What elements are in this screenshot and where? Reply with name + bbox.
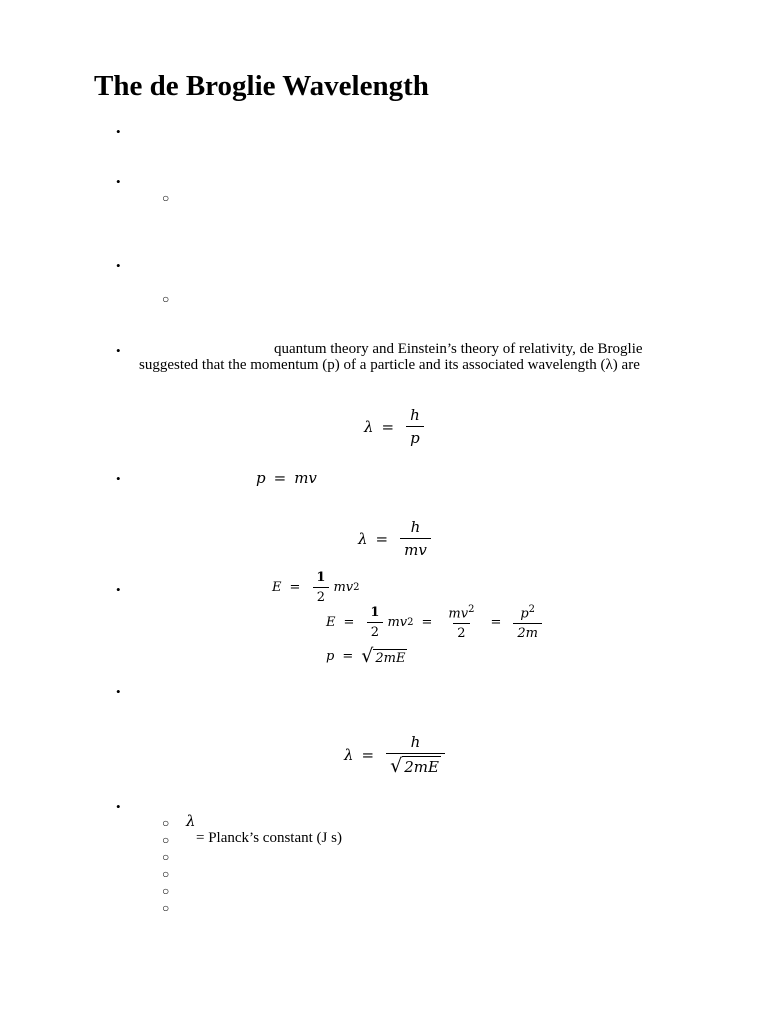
paragraph-line-2: suggested that the momentum (p) of a particle and its associated wavelength (λ) are	[139, 357, 640, 373]
bullet-marker: •	[116, 174, 121, 189]
page-title: The de Broglie Wavelength	[94, 70, 429, 102]
bullet-marker: •	[116, 343, 121, 358]
equals-sign: =	[375, 529, 389, 548]
radicand: 2mE	[404, 758, 439, 776]
bullet-marker: •	[116, 582, 121, 597]
lambda-symbol: λ	[364, 417, 374, 436]
fraction-denominator: 2	[453, 623, 469, 641]
equation-p-equals-mv	[256, 469, 317, 487]
momentum-symbol: p	[256, 469, 266, 487]
sub-bullet-marker: ○	[162, 191, 170, 205]
sub-bullet-marker: ○	[162, 292, 170, 306]
radical-sign: √	[361, 645, 374, 667]
equation-lambda-h-over-mv	[358, 518, 435, 559]
fraction-numerator: h	[410, 518, 421, 536]
square-root	[361, 647, 407, 666]
radicand: 2mE	[375, 651, 406, 666]
sub-bullet-marker: ○	[162, 833, 170, 847]
momentum-symbol: p	[326, 649, 335, 664]
planck-constant-definition: = Planck’s constant (J s)	[196, 830, 342, 846]
bullet-marker: •	[116, 471, 121, 486]
fraction	[444, 604, 478, 641]
bullet-marker: •	[116, 124, 121, 139]
fraction-numerator: 1	[316, 570, 326, 585]
equals-sign: =	[343, 615, 355, 631]
equals-sign: =	[421, 615, 433, 631]
equation-lambda-h-over-p	[364, 406, 428, 447]
energy-symbol: E	[272, 580, 282, 595]
fraction	[312, 570, 329, 605]
mass-velocity: mv	[387, 615, 408, 631]
fraction-numerator: h	[410, 733, 421, 751]
mass-velocity: mv	[294, 469, 317, 487]
energy-symbol: E	[326, 615, 336, 631]
fraction	[406, 406, 424, 447]
exponent: 2	[353, 582, 360, 593]
fraction-denominator: mv	[400, 538, 431, 559]
mass-velocity: mv	[333, 580, 354, 595]
equals-sign: =	[490, 615, 502, 631]
fraction-numerator: 1	[370, 605, 380, 621]
exponent: 2	[407, 617, 414, 629]
equals-sign: =	[289, 580, 301, 595]
fraction-denominator: 2m	[513, 623, 542, 641]
equals-sign: =	[361, 745, 375, 764]
lambda-symbol: λ	[186, 812, 196, 830]
sub-bullet-marker: ○	[162, 901, 170, 915]
mass-velocity: mv	[448, 606, 469, 622]
fraction-denominator: p	[406, 426, 424, 447]
bullet-marker: •	[116, 258, 121, 273]
exponent: 2	[468, 604, 475, 615]
sub-bullet-marker: ○	[162, 884, 170, 898]
equation-lambda-h-over-sqrt-2mE	[344, 733, 449, 776]
square-root	[390, 756, 441, 776]
fraction	[386, 733, 445, 776]
fraction-numerator: h	[410, 406, 420, 424]
radical-sign: √	[390, 755, 403, 777]
paragraph-line-1: quantum theory and Einstein’s theory of relativity, de Broglie	[274, 341, 643, 357]
sub-bullet-marker: ○	[162, 850, 170, 864]
fraction-numerator	[444, 604, 478, 623]
equals-sign: =	[381, 417, 395, 436]
equation-kinetic-energy	[272, 570, 360, 605]
momentum-symbol: p	[520, 606, 529, 622]
exponent: 2	[528, 604, 536, 615]
fraction-denominator	[386, 753, 445, 776]
equation-momentum-sqrt	[326, 647, 407, 666]
sub-bullet-marker: ○	[162, 816, 170, 830]
equation-energy-momentum	[326, 604, 546, 641]
fraction	[366, 605, 383, 640]
equals-sign: =	[273, 469, 287, 487]
fraction-numerator	[516, 604, 539, 623]
fraction-denominator: 2	[367, 622, 383, 640]
fraction	[513, 604, 542, 641]
lambda-symbol: λ	[358, 529, 368, 548]
bullet-marker: •	[116, 799, 121, 814]
fraction-denominator: 2	[313, 587, 329, 605]
bullet-marker: •	[116, 684, 121, 699]
fraction	[400, 518, 431, 559]
sub-bullet-marker: ○	[162, 867, 170, 881]
equals-sign: =	[342, 649, 354, 664]
lambda-symbol: λ	[344, 745, 354, 764]
